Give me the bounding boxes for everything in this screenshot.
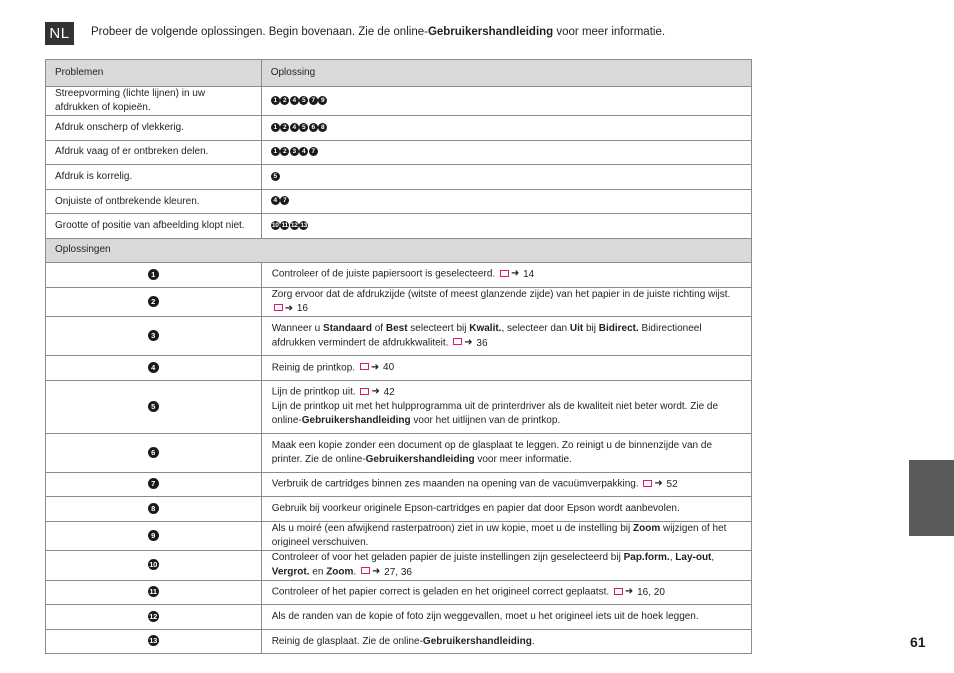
- book-icon: [274, 304, 283, 311]
- bold-term: Lay-out: [675, 551, 712, 563]
- book-icon: [500, 270, 509, 277]
- solution-number-icon: 7: [309, 147, 318, 156]
- reference-page: 36: [473, 337, 488, 349]
- problem-solutions: [261, 189, 751, 214]
- text-part: of: [371, 322, 386, 334]
- page-reference: [355, 362, 394, 373]
- solution-number-icon: 5: [299, 123, 308, 132]
- solution-number-icon: 12: [290, 222, 298, 230]
- solution-number-cell: [46, 629, 262, 654]
- bold-term: Gebruikershandleiding: [365, 453, 475, 465]
- reference-page: 16: [294, 303, 308, 315]
- text-part: ,: [669, 551, 676, 563]
- text-part: wijzigen of het origineel verschuiven.: [271, 522, 727, 548]
- text-part: en: [309, 566, 327, 578]
- problem-solutions: [261, 87, 751, 116]
- page-reference: [448, 338, 487, 349]
- solution-number-cell: [46, 262, 262, 287]
- solution-text: [261, 605, 751, 630]
- problem-solutions: [261, 116, 751, 141]
- text-part: voor het uitlijnen van de printkop.: [410, 415, 561, 427]
- solution-number-icon: 4: [148, 362, 159, 373]
- arrow-right-icon: ➜: [464, 336, 473, 348]
- book-icon: [614, 588, 623, 595]
- bold-term: Gebruikershandleiding: [422, 635, 532, 647]
- solution-number-icon: 8: [148, 503, 159, 514]
- solution-text: [261, 380, 751, 433]
- page-reference: [356, 387, 395, 398]
- solution-number-cell: [46, 356, 262, 381]
- solution-number-icon: 6: [148, 447, 159, 458]
- solution-number-cell: [46, 472, 262, 497]
- solution-number-icon: 9: [148, 530, 159, 541]
- solution-row: [46, 629, 752, 654]
- solution-row: [46, 580, 752, 605]
- solution-number-icon: 4: [290, 96, 299, 105]
- text-part: Gebruik bij voorkeur originele Epson-cartridges en papier dat door Epson wordt aanbevolen.: [271, 503, 680, 515]
- text-part: voor meer informatie.: [474, 453, 572, 465]
- text-part: bij: [583, 322, 599, 334]
- section-tab: [909, 460, 954, 536]
- arrow-right-icon: ➜: [654, 478, 663, 490]
- text-part: , selecteer dan: [501, 322, 570, 334]
- problem-text: Grootte of positie van afbeelding klopt niet.: [46, 214, 262, 239]
- solution-number-icon: 7: [309, 96, 318, 105]
- solution-number-icon: 8: [318, 123, 327, 132]
- solution-number-icon: 2: [148, 296, 159, 307]
- bold-term: Kwalit.: [469, 322, 502, 334]
- solution-row: [46, 262, 752, 287]
- reference-page: 40: [380, 362, 395, 374]
- text-part: Reinig de printkop.: [271, 362, 356, 374]
- text-part: ,: [711, 551, 715, 563]
- solution-text: [261, 287, 751, 317]
- solution-header: Oplossing: [261, 60, 751, 87]
- solution-text: [261, 356, 751, 381]
- solution-text: [261, 472, 751, 497]
- solution-number-icon: 1: [271, 147, 280, 156]
- bold-term: Vergrot.: [271, 566, 310, 578]
- solution-number-icon: 2: [280, 96, 289, 105]
- solution-number-icon: 3: [148, 330, 159, 341]
- problem-row: [46, 140, 752, 165]
- solution-number-icon: 7: [148, 478, 159, 489]
- solution-number-icon: 10: [271, 222, 279, 230]
- solution-number-icon: 4: [271, 196, 280, 205]
- solution-number-icon: 10: [149, 560, 157, 570]
- reference-page: 16, 20: [634, 586, 665, 598]
- solution-number-icon: 4: [290, 123, 299, 132]
- page-reference: [609, 587, 665, 598]
- problem-row: [46, 87, 752, 116]
- book-icon: [643, 480, 652, 487]
- bold-term: Zoom: [326, 566, 354, 578]
- solution-text: [261, 317, 751, 356]
- text-part: selecteert bij: [407, 322, 470, 334]
- page-reference: [272, 303, 308, 314]
- text-part: Bidirectioneel afdrukken vermindert de afdrukkwaliteit.: [271, 322, 702, 349]
- solution-number-icon: 9: [318, 96, 327, 105]
- text-part: Als de randen van de kopie of foto zijn weggevallen, moet u het origineel iets uit de hoek leggen.: [271, 611, 699, 623]
- solution-number-icon: 11: [281, 222, 288, 230]
- solution-number-icon: 2: [280, 123, 289, 132]
- problem-text: Streepvorming (lichte lijnen) in uw afdrukken of kopieën.: [46, 87, 262, 116]
- solution-text: [261, 550, 751, 580]
- solution-number-icon: 1: [271, 123, 280, 132]
- solution-number-icon: 1: [271, 96, 280, 105]
- solution-number-cell: [46, 317, 262, 356]
- reference-page: 42: [380, 387, 395, 399]
- solution-text: [261, 433, 751, 472]
- text-part: .: [531, 635, 535, 647]
- solution-number-cell: [46, 497, 262, 522]
- problem-row: [46, 116, 752, 141]
- problem-row: [46, 165, 752, 190]
- solution-row: [46, 287, 752, 317]
- text-part: Reinig de glasplaat. Zie de online-: [271, 635, 423, 647]
- reference-page: 14: [520, 269, 535, 281]
- bold-term: Bidirect.: [598, 322, 639, 334]
- solution-number-cell: [46, 550, 262, 580]
- solution-row: [46, 605, 752, 630]
- book-icon: [453, 338, 462, 345]
- solution-number-cell: [46, 605, 262, 630]
- page-reference: [495, 269, 534, 280]
- solutions-header: Oplossingen: [46, 238, 752, 262]
- solution-number-icon: 3: [290, 147, 299, 156]
- language-badge: NL: [45, 22, 74, 45]
- solution-row: [46, 317, 752, 356]
- bold-term: Best: [385, 322, 408, 334]
- solution-row: [46, 521, 752, 550]
- text-part: Maak een kopie zonder een document op de glasplaat te leggen. Zo reinigt u de binnenzijde van de printer. Zie de online-: [271, 439, 713, 465]
- solution-number-icon: 1: [148, 269, 159, 280]
- bold-term: Pap.form.: [623, 551, 670, 563]
- text-part: Zorg ervoor dat de afdrukzijde (witste of meest glanzende zijde) van het papier in de juiste richting wijst.: [271, 288, 731, 300]
- solution-number-cell: [46, 521, 262, 550]
- solution-text: [261, 262, 751, 287]
- solution-row: [46, 550, 752, 580]
- table-header-row: [46, 60, 752, 87]
- page-reference: [639, 479, 678, 490]
- bold-term: Zoom: [633, 522, 661, 534]
- solution-number-icon: 5: [299, 96, 308, 105]
- solution-text: [261, 580, 751, 605]
- text-part: Controleer of het papier correct is geladen en het origineel correct geplaatst.: [271, 586, 610, 598]
- text-part: Controleer of de juiste papiersoort is geselecteerd.: [271, 269, 496, 281]
- problem-solutions: [261, 140, 751, 165]
- solution-row: [46, 356, 752, 381]
- solution-row: [46, 472, 752, 497]
- book-icon: [360, 363, 369, 370]
- page-number: 61: [910, 634, 926, 650]
- solution-number-cell: [46, 433, 262, 472]
- arrow-right-icon: ➜: [370, 361, 380, 373]
- text-part: Als u moiré (een afwijkend rasterpatroon) ziet in uw kopie, moet u de instelling bij: [271, 522, 633, 534]
- solution-number-icon: 5: [148, 401, 159, 412]
- problem-row: [46, 214, 752, 239]
- solution-number-icon: 13: [300, 222, 308, 230]
- text-part: Verbruik de cartridges binnen zes maanden na opening van de vacuümverpakking.: [271, 478, 639, 490]
- text-part: Lijn de printkop uit met het hulpprogramma uit de printerdriver als de kwaliteit niet beter wordt. Zie de online-: [271, 401, 719, 427]
- book-icon: [361, 567, 370, 574]
- solution-number-icon: 7: [280, 196, 289, 205]
- page-reference: [356, 567, 412, 578]
- solution-number-icon: 2: [280, 147, 289, 156]
- text-part: Controleer of voor het geladen papier de juiste instellingen zijn geselecteerd bij: [271, 551, 624, 563]
- solution-number-cell: [46, 287, 262, 317]
- bold-term: Gebruikershandleiding: [301, 415, 411, 427]
- solution-number-icon: 13: [149, 636, 157, 646]
- solution-number-icon: 4: [299, 147, 308, 156]
- text-part: .: [353, 566, 357, 578]
- problem-text: Onjuiste of ontbrekende kleuren.: [46, 189, 262, 214]
- reference-page: 52: [663, 478, 678, 490]
- problem-text: Afdruk onscherp of vlekkerig.: [46, 116, 262, 141]
- arrow-right-icon: ➜: [371, 565, 381, 577]
- problem-text: Afdruk is korrelig.: [46, 165, 262, 190]
- solution-row: [46, 433, 752, 472]
- arrow-right-icon: ➜: [284, 302, 294, 314]
- troubleshooting-table: [45, 59, 752, 654]
- solution-number-cell: [46, 580, 262, 605]
- bold-term: Uit: [569, 322, 584, 334]
- bold-term: Standaard: [323, 322, 372, 334]
- solution-text: [261, 497, 751, 522]
- solution-text: [261, 521, 751, 550]
- book-icon: [360, 388, 369, 395]
- solution-number-icon: 5: [271, 172, 280, 181]
- problem-row: [46, 189, 752, 214]
- problem-solutions: [261, 214, 751, 239]
- text-part: Wanneer u: [271, 322, 324, 334]
- reference-page: 27, 36: [381, 566, 412, 578]
- solution-number-icon: 6: [309, 123, 318, 132]
- solution-number-icon: 11: [149, 587, 157, 597]
- arrow-right-icon: ➜: [371, 386, 380, 398]
- solutions-header-row: [46, 238, 752, 262]
- solution-row: [46, 497, 752, 522]
- arrow-right-icon: ➜: [624, 586, 634, 598]
- arrow-right-icon: ➜: [510, 268, 520, 280]
- solution-number-icon: 12: [149, 611, 157, 621]
- solution-row: [46, 380, 752, 433]
- solution-text: [261, 629, 751, 654]
- problem-solutions: [261, 165, 751, 190]
- text-part: Lijn de printkop uit.: [271, 387, 356, 399]
- intro-text: Probeer de volgende oplossingen. Begin bovenaan. Zie de online-Gebruikershandleiding voor meer informatie.: [91, 26, 666, 38]
- problem-text: Afdruk vaag of er ontbreken delen.: [46, 140, 262, 165]
- problems-header: Problemen: [46, 60, 262, 87]
- solution-number-cell: [46, 380, 262, 433]
